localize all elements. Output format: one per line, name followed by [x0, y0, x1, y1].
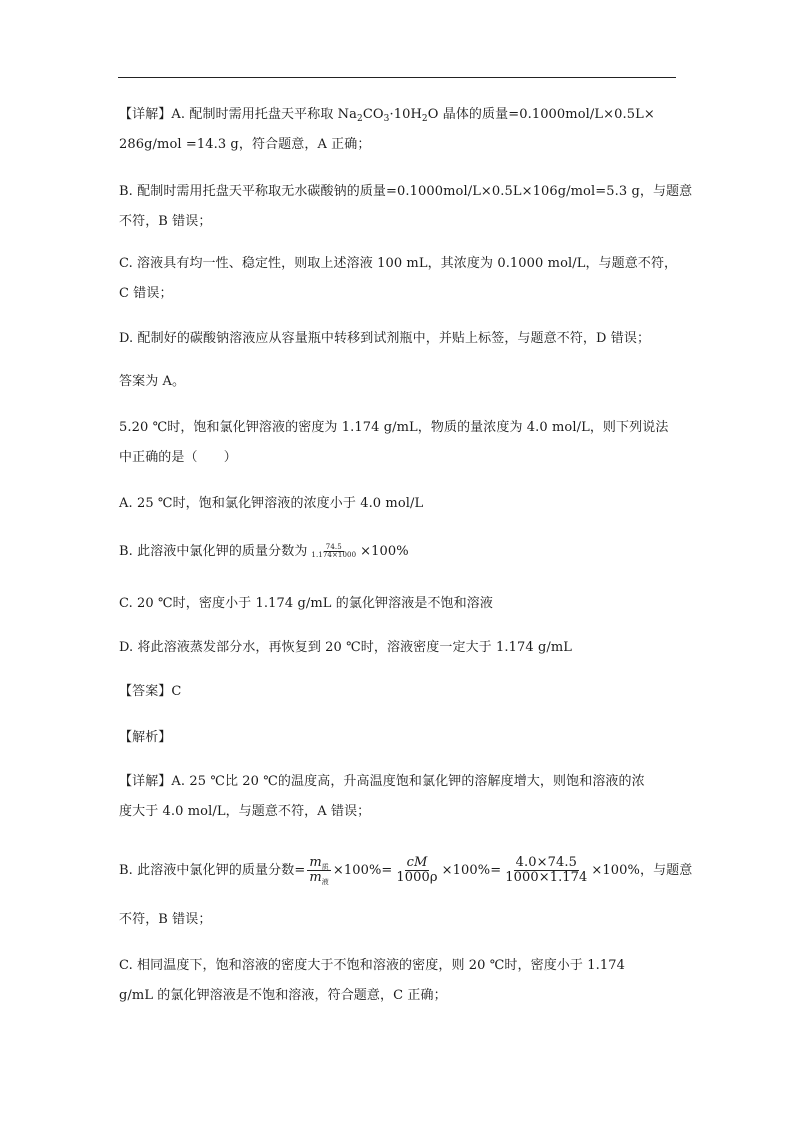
text-line: 不符，B 错误；	[119, 214, 212, 229]
answer-label: 【答案】C	[119, 684, 182, 699]
option-a: A. 25 ℃时，饱和氯化钾溶液的浓度小于 4.0 mol/L	[119, 496, 424, 511]
text-line: C. 相同温度下，饱和溶液的密度大于不饱和溶液的密度，则 20 ℃时，密度小于 1.174	[119, 958, 625, 973]
analysis-label: 【解析】	[119, 730, 172, 745]
text-line: 不符，B 错误；	[119, 912, 212, 927]
option-c: C. 20 ℃时，密度小于 1.174 g/mL 的氯化钾溶液是不饱和溶液	[119, 596, 493, 611]
text-line: B. 配制时需用托盘天平称取无水碳酸钠的质量=0.1000mol/L×0.5L×106g/mol=5.3 g，与题意	[119, 184, 693, 199]
option-d: D. 将此溶液蒸发部分水，再恢复到 20 ℃时，溶液密度一定大于 1.174 g/mL	[119, 640, 573, 655]
text-line: 286g/mol =14.3 g，符合题意，A 正确；	[119, 137, 371, 152]
text-line: C. 溶液具有均一性、稳定性，则取上述溶液 100 mL，其浓度为 0.1000 mol/L，与题意不符，	[119, 256, 678, 271]
text-line: D. 配制好的碳酸钠溶液应从容量瓶中转移到试剂瓶中，并贴上标签，与题意不符，D 错误；	[119, 331, 651, 346]
option-b: B. 此溶液中氯化钾的质量分数为 $\frac{74.5}{1.174\times 1000}$ ×100%	[119, 542, 409, 559]
text-line: 【详解】A. 25 ℃比 20 ℃的温度高，升高温度饱和氯化钾的溶解度增大，则饱和溶液的浓	[119, 774, 645, 789]
text-line: C 错误；	[119, 286, 173, 301]
header-rule	[118, 77, 676, 78]
fraction: $\frac{74.5}{1.174\times 1000}$	[311, 542, 357, 559]
text-line: g/mL 的氯化钾溶液是不饱和溶液，符合题意，C 正确；	[119, 988, 447, 1003]
fraction: $\frac{cM}{1000\rho}$	[396, 855, 438, 885]
question-stem: 中正确的是（ ）	[119, 450, 237, 465]
text-line: 【详解】A. 配制时需用托盘天平称取 $Na_2CO_3\cdot 10H_2O$ 晶体的质量=0.1000mol/L×0.5L×	[119, 107, 655, 124]
text-line: 度大于 4.0 mol/L，与题意不符，A 错误；	[119, 804, 371, 819]
fraction: $\frac{4.0\times 74.5}{1000\times 1.174}$	[505, 855, 588, 885]
formula-line: B. 此溶液中氯化钾的质量分数= $\frac{m_质}{m_液}$ ×100%= $\frac{cM}{1000\rho}$ ×100%= $\frac{4.0\times 74.5}{1000\times 1.174}$ ×100%，与题意	[119, 855, 693, 886]
question-stem: 5.20 ℃时，饱和氯化钾溶液的密度为 1.174 g/mL，物质的量浓度为 4.0 mol/L，则下列说法	[119, 420, 669, 435]
fraction: $\frac{m_质}{m_液}$	[309, 855, 329, 886]
text-line: 答案为 A。	[119, 374, 186, 389]
